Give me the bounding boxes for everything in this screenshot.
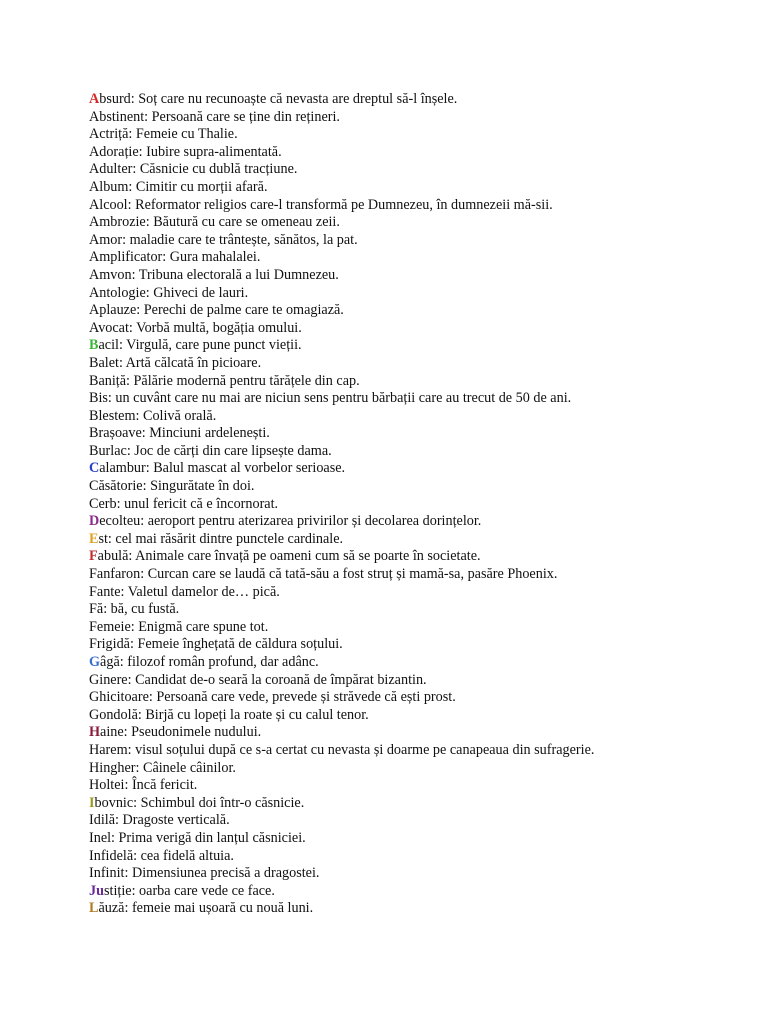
dictionary-entry [89,672,749,690]
colored-initial: L [89,900,99,917]
dictionary-entry [89,232,749,250]
dictionary-entry [89,883,749,901]
entry-text: ăuză: femeie mai ușoară cu nouă luni. [98,900,314,917]
entry-text: Harem: visul soțului după ce s-a certat cu nevasta și doarme pe canapeaua din sufragerie. [89,741,595,758]
entry-text: âgă: filozof român profund, dar adânc. [100,654,319,670]
dictionary-entry [89,478,749,496]
entry-text: Alcool: Reformator religios care-l transformă pe Dumnezeu, în dumnezeii mă-sii. [89,196,553,213]
entry-text: Burlac: Joc de cărți din care lipsește dama. [89,442,332,459]
dictionary-entry [89,812,749,830]
entry-text: Adulter: Căsnicie cu dublă tracțiune. [89,161,298,178]
colored-initial: D [89,513,100,530]
dictionary-entry [89,425,749,443]
dictionary-entry [89,249,749,267]
dictionary-entry [89,197,749,215]
dictionary-entry [89,267,749,285]
dictionary-entry [89,742,749,760]
entry-text: Fă: bă, cu fustă. [89,601,180,618]
entry-text: Holtei: Încă fericit. [89,777,198,794]
entry-text: Ambrozie: Băutură cu care se omeneau zeii. [89,214,340,231]
entry-text: Frigidă: Femeie înghețată de căldura soțului. [89,636,343,653]
entry-text: Amvon: Tribuna electorală a lui Dumnezeu. [89,266,339,283]
colored-initial: E [89,530,99,547]
entry-text: bsurd: Soț care nu recunoaște că nevasta are dreptul să-l înșele. [99,91,458,107]
entry-text: Avocat: Vorbă multă, bogăția omului. [89,319,302,336]
dictionary-entry [89,302,749,320]
entry-text: Album: Cimitir cu morții afară. [89,178,268,195]
entry-text: Amplificator: Gura mahalalei. [89,249,261,266]
dictionary-entry [89,548,749,566]
dictionary-entry [89,408,749,426]
entry-text: Baniță: Pălărie modernă pentru tărățele din cap. [89,372,360,389]
entry-text: Femeie: Enigmă care spune tot. [89,618,269,635]
dictionary-entry [89,91,749,109]
dictionary-entry [89,513,749,531]
entry-text: Antologie: Ghiveci de lauri. [89,284,249,301]
entry-text: aine: Pseudonimele nudului. [100,724,262,741]
colored-initial: Ju [89,882,104,899]
dictionary-entry [89,390,749,408]
entry-text: Bis: un cuvânt care nu mai are niciun sens pentru bărbații care au trecut de 50 de ani. [89,390,572,407]
entry-text: Aplauze: Perechi de palme care te omagiază. [89,302,344,319]
entry-text: Infidelă: cea fidelă altuia. [89,847,234,864]
dictionary-entry [89,777,749,795]
colored-initial: F [89,548,98,565]
entry-text: Infinit: Dimensiunea precisă a dragostei. [89,865,320,882]
dictionary-entry [89,460,749,478]
dictionary-entry [89,848,749,866]
dictionary-entry [89,214,749,232]
entry-text: Adorație: Iubire supra-alimentată. [89,143,282,160]
dictionary-entry [89,566,749,584]
entry-text: ecolteu: aeroport pentru aterizarea privirilor și decolarea dorințelor. [99,513,482,530]
entry-text: acil: Virgulă, care pune punct vieții. [98,337,302,354]
colored-initial: I [89,794,95,811]
entry-text: Amor: maladie care te trântește, sănătos, la pat. [89,231,358,248]
entry-text: Inel: Prima verigă din lanțul căsniciei. [89,829,306,846]
dictionary-entry [89,373,749,391]
entry-text: abulă: Animale care învață pe oameni cum să se poarte în societate. [97,548,481,565]
entry-text: Căsătorie: Singurătate în doi. [89,478,255,495]
entry-text: Ginere: Candidat de-o seară la coroană de împărat bizantin. [89,671,427,688]
entry-text: Cerb: unul fericit că e încornorat. [89,495,279,512]
entry-text: Idilă: Dragoste verticală. [89,812,230,829]
dictionary-entry [89,760,749,778]
dictionary-entry [89,496,749,514]
dictionary-entry [89,109,749,127]
dictionary-entry [89,337,749,355]
document-page [89,91,749,918]
dictionary-entry [89,724,749,742]
dictionary-entry [89,179,749,197]
entry-text: Hingher: Câinele câinilor. [89,759,236,776]
entry-text: Abstinent: Persoană care se ține din rețineri. [89,108,340,125]
colored-initial: G [89,654,101,670]
dictionary-entry [89,144,749,162]
entry-text: Ghicitoare: Persoană care vede, prevede și străvede că ești prost. [89,689,456,706]
dictionary-entry [89,584,749,602]
colored-initial: A [89,91,100,107]
dictionary-entry [89,636,749,654]
dictionary-entry [89,865,749,883]
dictionary-entry [89,900,749,918]
entry-text: Fante: Valetul damelor de… pică. [89,583,280,600]
entry-text: st: cel mai răsărit dintre punctele cardinale. [98,530,344,547]
entry-text: Gondolă: Birjă cu lopeți la roate și cu calul tenor. [89,706,369,723]
entry-text: alambur: Balul mascat al vorbelor serioase. [99,460,346,477]
dictionary-entry [89,601,749,619]
entry-text: Balet: Artă călcată în picioare. [89,354,262,371]
dictionary-entry [89,707,749,725]
dictionary-entry [89,285,749,303]
dictionary-entry [89,830,749,848]
dictionary-entry [89,795,749,813]
dictionary-entry [89,355,749,373]
entry-text: Brașoave: Minciuni ardelenești. [89,425,270,442]
colored-initial: C [89,460,100,477]
entry-text: Fanfaron: Curcan care se laudă că tată-său a fost struț și mamă-sa, pasăre Phoenix. [89,566,558,583]
dictionary-entry [89,126,749,144]
dictionary-entry [89,320,749,338]
colored-initial: B [89,337,99,354]
dictionary-entry [89,654,749,672]
entry-text: stiție: oarba care vede ce face. [103,882,275,899]
dictionary-entry [89,443,749,461]
dictionary-entry [89,619,749,637]
entry-text: Actriță: Femeie cu Thalie. [89,126,238,143]
dictionary-entry [89,531,749,549]
entry-text: bovnic: Schimbul doi într-o căsnicie. [94,794,305,811]
colored-initial: H [89,724,101,741]
dictionary-entry [89,161,749,179]
entry-text: Blestem: Colivă orală. [89,407,217,424]
dictionary-entry [89,689,749,707]
